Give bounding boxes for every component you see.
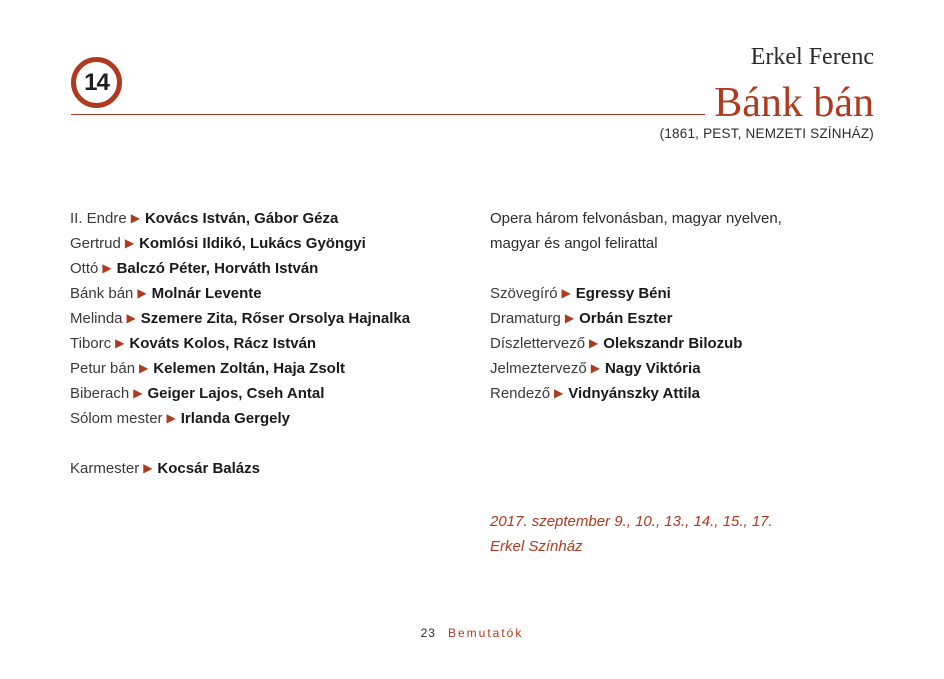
- performer-names: Kovács István, Gábor Géza: [144, 210, 339, 227]
- arrow-icon: ▶: [115, 336, 125, 350]
- conductor-row: [70, 458, 410, 483]
- creator-name: Nagy Viktória: [604, 360, 701, 377]
- role-label: Melinda: [70, 310, 123, 327]
- arrow-icon: ▶: [143, 461, 153, 475]
- cast-row: [70, 383, 410, 408]
- cast-row: [70, 408, 410, 433]
- cast-row: [70, 258, 410, 283]
- description-line: magyar és angol felirattal: [490, 235, 658, 252]
- conductor-name: Kocsár Balázs: [157, 460, 260, 477]
- arrow-icon: ▶: [102, 261, 112, 275]
- arrow-icon: ▶: [166, 411, 176, 425]
- composer-name: Erkel Ferenc: [750, 44, 874, 70]
- performer-names: Kelemen Zoltán, Haja Zsolt: [153, 360, 345, 377]
- creator-row: [490, 333, 782, 358]
- page-footer: [0, 626, 944, 640]
- role-label: II. Endre: [70, 210, 127, 227]
- role-label: Biberach: [70, 385, 130, 402]
- cast-row: [70, 308, 410, 333]
- role-label: Karmester: [70, 460, 140, 477]
- arrow-icon: ▶: [130, 211, 140, 225]
- arrow-icon: ▶: [589, 336, 599, 350]
- performer-names: Geiger Lajos, Cseh Antal: [147, 385, 325, 402]
- role-label: Sólom mester: [70, 410, 163, 427]
- creator-name: Egressy Béni: [575, 285, 671, 302]
- role-label: Dramaturg: [490, 310, 561, 327]
- performer-names: Kováts Kolos, Rácz István: [129, 335, 317, 352]
- cast-row: [70, 358, 410, 383]
- performer-names: Szemere Zita, Rőser Orsolya Hajnalka: [140, 310, 411, 327]
- issue-number-badge: [71, 57, 122, 108]
- creator-row: [490, 383, 782, 408]
- issue-number: 14: [84, 68, 109, 96]
- arrow-icon: ▶: [137, 286, 147, 300]
- performer-names: Komlósi Ildikó, Lukács Gyöngyi: [139, 235, 366, 252]
- cast-row: [70, 283, 410, 308]
- creator-row: [490, 283, 782, 308]
- section-name: Bemutatók: [447, 626, 524, 640]
- performance-info: [490, 511, 773, 561]
- role-label: Szövegíró: [490, 285, 558, 302]
- cast-column: [70, 208, 410, 483]
- performer-names: Molnár Levente: [151, 285, 262, 302]
- description-line: Opera három felvonásban, magyar nyelven,: [490, 210, 782, 227]
- spacer: [490, 258, 782, 283]
- arrow-icon: ▶: [124, 236, 135, 250]
- arrow-icon: ▶: [564, 311, 575, 325]
- role-label: Ottó: [70, 260, 99, 277]
- role-label: Tiborc: [70, 335, 112, 352]
- creator-name: Vidnyánszky Attila: [568, 385, 700, 402]
- creator-name: Orbán Eszter: [579, 310, 673, 327]
- role-label: Petur bán: [70, 360, 136, 377]
- cast-row: [70, 208, 410, 233]
- page-number: 23: [420, 626, 436, 640]
- cast-row: [70, 233, 410, 258]
- role-label: Rendező: [490, 385, 551, 402]
- role-label: Bánk bán: [70, 285, 134, 302]
- premiere-info: (1861, PEST, NEMZETI SZÍNHÁZ): [659, 126, 874, 141]
- creator-row: [490, 308, 782, 333]
- arrow-icon: ▶: [554, 386, 564, 400]
- creator-row: [490, 358, 782, 383]
- role-label: Jelmeztervező: [490, 360, 587, 377]
- cast-row: [70, 333, 410, 358]
- creator-name: Olekszandr Bilozub: [603, 335, 743, 352]
- spacer: [70, 433, 410, 458]
- performer-names: Balczó Péter, Horváth István: [116, 260, 319, 277]
- performance-dates: 2017. szeptember 9., 10., 13., 14., 15., 17.: [490, 513, 773, 530]
- arrow-icon: ▶: [139, 361, 149, 375]
- performer-names: Irlanda Gergely: [180, 410, 290, 427]
- role-label: Díszlettervező: [490, 335, 586, 352]
- production-column: [490, 208, 782, 408]
- opera-title: Bánk bán: [714, 80, 874, 126]
- header-rule: [71, 114, 705, 115]
- arrow-icon: ▶: [561, 286, 571, 300]
- arrow-icon: ▶: [126, 311, 136, 325]
- arrow-icon: ▶: [133, 386, 143, 400]
- role-label: Gertrud: [70, 235, 121, 252]
- arrow-icon: ▶: [590, 361, 600, 375]
- venue: Erkel Színház: [490, 538, 583, 555]
